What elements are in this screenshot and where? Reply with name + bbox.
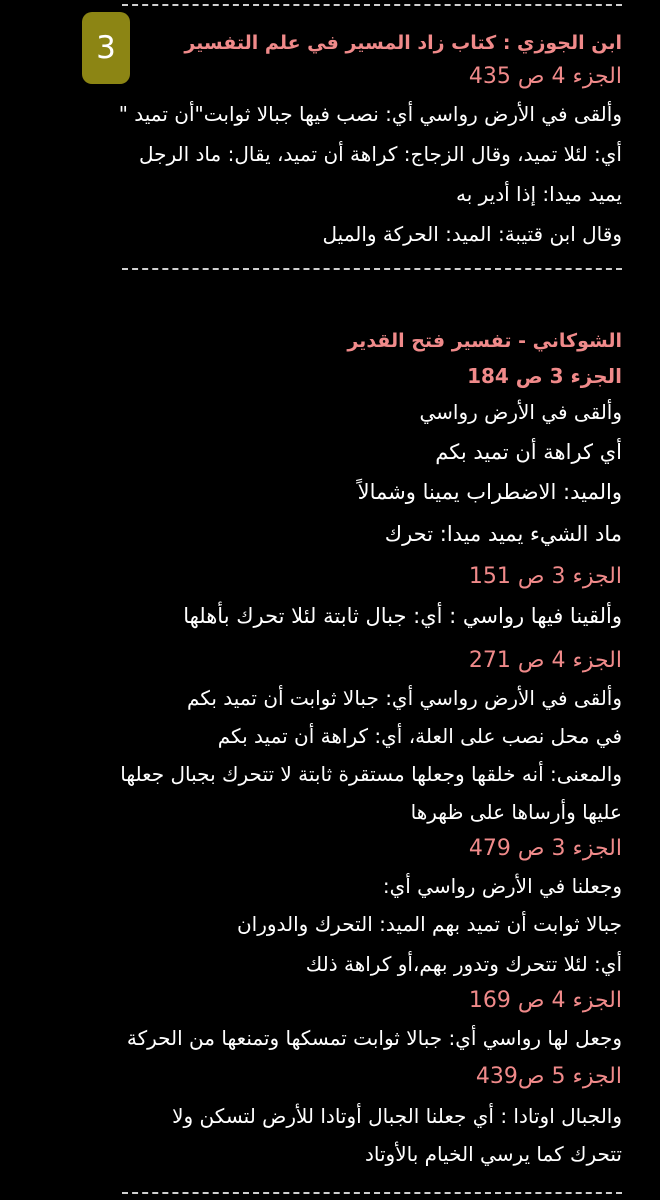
section2-line: جبالا ثوابت أن تميد بهم الميد: التحرك والدوران <box>236 912 622 936</box>
section2-line: ماد الشيء يميد ميدا: تحرك <box>384 522 622 546</box>
section2-line: وألقى في الأرض رواسي أي: جبالا ثوابت أن تميد بكم <box>187 686 622 710</box>
section2-reference: الجزء 3 ص 151 <box>468 564 622 589</box>
page-number-badge: 3 <box>82 12 130 84</box>
section2-line: وألقى في الأرض رواسي <box>419 400 622 424</box>
section2-line: وجعل لها رواسي أي: جبالا ثوابت تمسكها وتمنعها من الحركة <box>126 1026 622 1050</box>
section1-reference: الجزء 4 ص 435 <box>468 64 622 89</box>
section1-line: وألقى في الأرض رواسي أي: نصب فيها جبالا ثوابت"أن تميد " <box>118 102 622 126</box>
section2-reference: الجزء 3 ص 479 <box>468 836 622 861</box>
section2-title: الشوكاني - تفسير فتح القدير <box>347 330 622 352</box>
section1-line: يميد ميدا: إذا أدير به <box>455 182 622 206</box>
section2-reference: الجزء 5 ص439 <box>475 1064 622 1089</box>
dashed-divider-top <box>122 4 622 7</box>
section1-line: أي: لئلا تميد، وقال الزجاج: كراهة أن تميد، يقال: ماد الرجل <box>138 142 622 166</box>
section2-line: وجعلنا في الأرض رواسي أي: <box>382 874 622 898</box>
section2-line: في محل نصب على العلة، أي: كراهة أن تميد بكم <box>217 724 622 748</box>
section2-line: والمعنى: أنه خلقها وجعلها مستقرة ثابتة لا تتحرك بجبال جعلها <box>120 762 622 786</box>
section2-line: أي: لئلا تتحرك وتدور بهم،أو كراهة ذلك <box>305 952 622 976</box>
section2-reference: الجزء 4 ص 169 <box>468 988 622 1013</box>
section1-title: ابن الجوزي : كتاب زاد المسير في علم التفسير <box>184 32 622 54</box>
section2-reference: الجزء 4 ص 271 <box>468 648 622 673</box>
dashed-divider-bottom <box>122 1192 622 1195</box>
section2-line: وألقينا فيها رواسي : أي: جبال ثابتة لئلا تحرك بأهلها <box>183 604 622 628</box>
section2-line: أي كراهة أن تميد بكم <box>435 440 622 464</box>
section1-line: وقال ابن قتيبة: الميد: الحركة والميل <box>322 222 622 246</box>
dashed-divider-middle <box>122 268 622 271</box>
section2-line: عليها وأرساها على ظهرها <box>410 800 622 824</box>
section2-line: والجبال اوتادا : أي جعلنا الجبال أوتادا للأرض لتسكن ولا <box>172 1104 622 1128</box>
section2-line: والميد: الاضطراب يمينا وشمالاً <box>357 480 622 504</box>
section2-line: تتحرك كما يرسي الخيام بالأوتاد <box>364 1142 622 1166</box>
section2-reference: الجزء 3 ص 184 <box>467 364 622 388</box>
